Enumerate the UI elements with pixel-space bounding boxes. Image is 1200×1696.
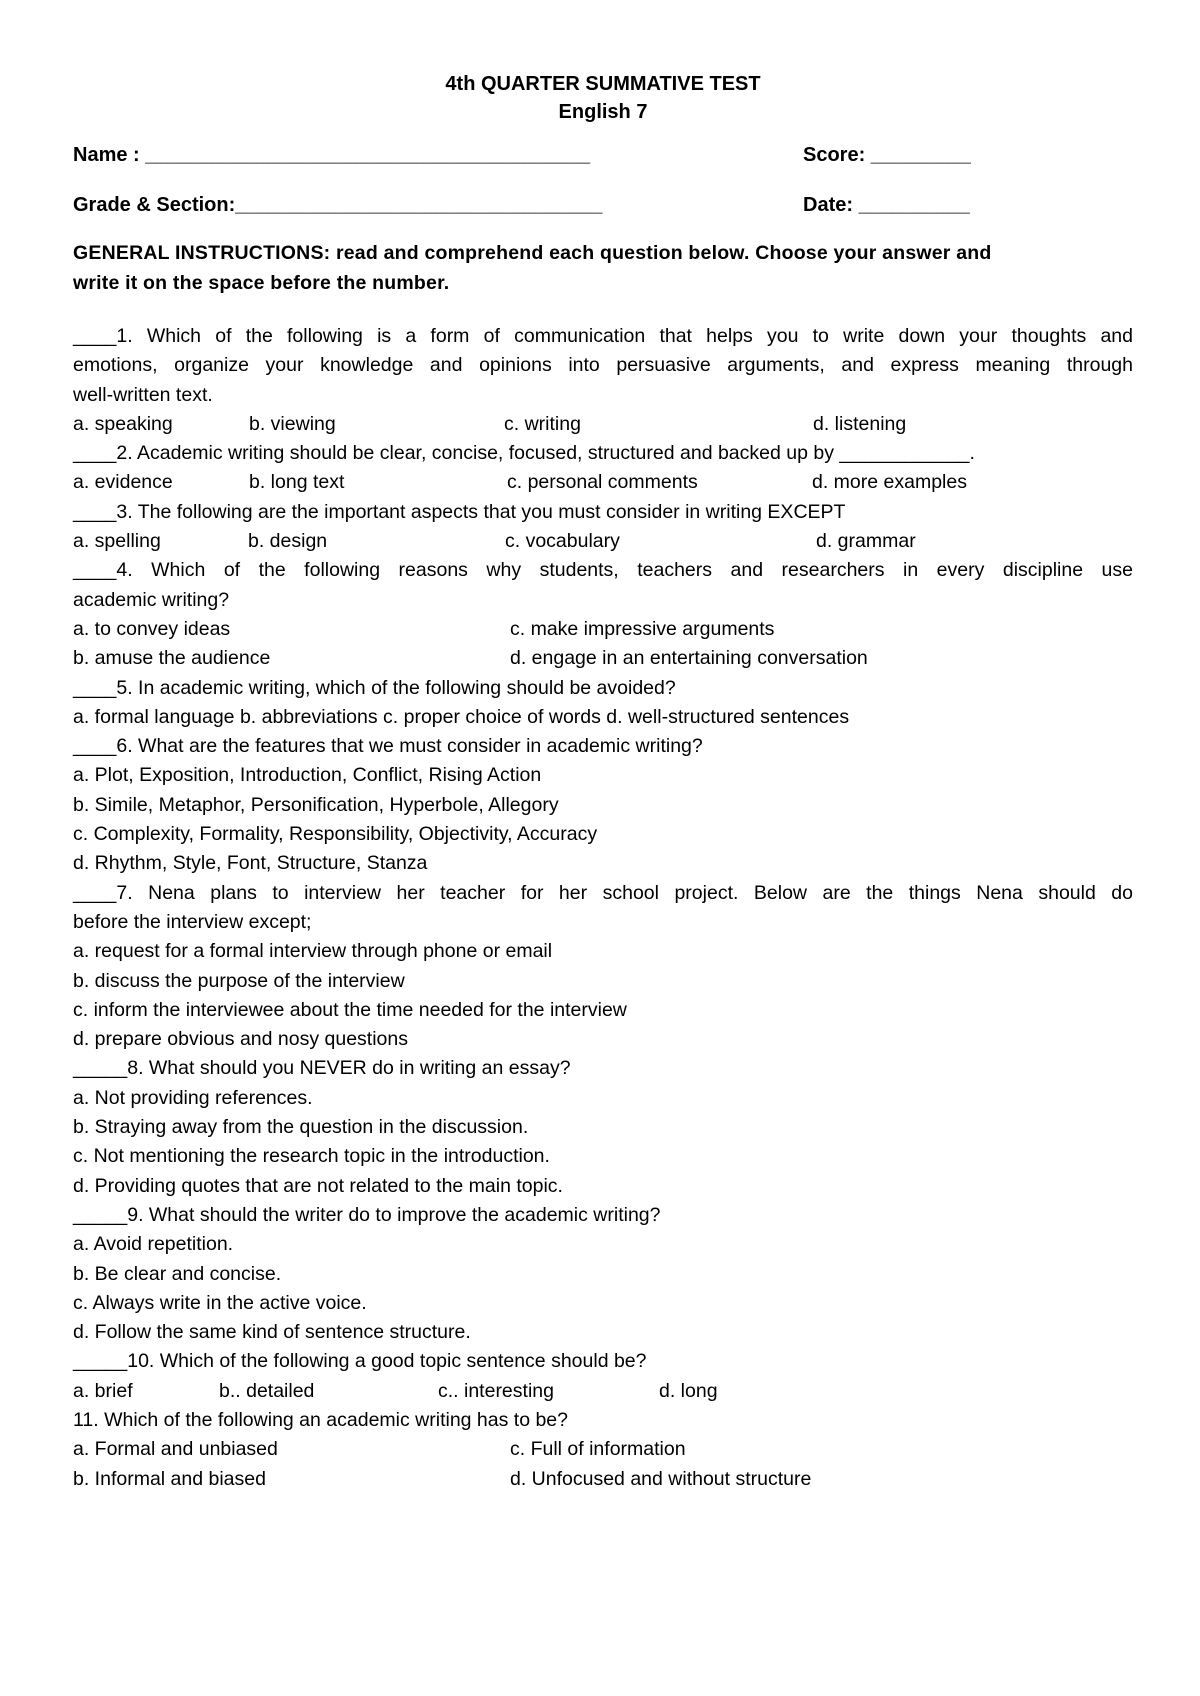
option-d: d. more examples	[812, 471, 967, 494]
option-d: d. Unfocused and without structure	[510, 1467, 812, 1490]
question-2-text: ____2. Academic writing should be clear, concise, focused, structured and backed up by ____________.	[73, 442, 975, 465]
option-a: a. Avoid repetition.	[73, 1233, 234, 1256]
test-page	[73, 70, 1133, 1494]
option-a: a. Not providing references.	[73, 1086, 313, 1109]
general-instructions	[73, 238, 1133, 298]
option-b: b. long text	[249, 471, 345, 494]
question-10-text: _____10. Which of the following a good topic sentence should be?	[73, 1350, 647, 1373]
option-a: a. Plot, Exposition, Introduction, Conflict, Rising Action	[73, 764, 542, 787]
question-11-text: 11. Which of the following an academic writing has to be?	[73, 1408, 568, 1431]
question-7-text: ____7. Nena plans to interview her teacher for her school project. Below are the things Nena should do	[73, 881, 1133, 904]
question-1-text-3: well-written text.	[73, 383, 213, 406]
instructions-line-2: write it on the space before the number.	[73, 272, 450, 294]
grade-row	[73, 194, 1133, 222]
option-a: a. spelling	[73, 530, 161, 553]
question-4-options-row-2	[73, 644, 1133, 673]
option-d: d. prepare obvious and nosy questions	[73, 1028, 408, 1051]
question-1-text: ____1. Which of the following is a form of communication that helps you to write down your thoughts and	[73, 325, 1133, 347]
question-4-text-2: academic writing?	[73, 588, 230, 611]
question-4-text: ____4. Which of the following reasons why students, teachers and researchers in every discipline use	[73, 559, 1133, 582]
option-a: a. request for a formal interview through phone or email	[73, 940, 553, 963]
option-c: c. make impressive arguments	[510, 617, 775, 640]
option-b: b. Straying away from the question in the discussion.	[73, 1116, 529, 1139]
option-c: c. Always write in the active voice.	[73, 1291, 367, 1314]
option-a: a. to convey ideas	[73, 617, 231, 640]
subject-title: English 7	[558, 101, 648, 123]
question-7-text-2: before the interview except;	[73, 910, 312, 933]
option-c: c. personal comments	[507, 471, 698, 494]
question-8-text: _____8. What should you NEVER do in writing an essay?	[73, 1057, 571, 1080]
option-c: c. Not mentioning the research topic in the introduction.	[73, 1145, 550, 1168]
question-3-options	[73, 527, 1133, 556]
option-c: c.. interesting	[438, 1379, 554, 1402]
question-5-text: ____5. In academic writing, which of the following should be avoided?	[73, 676, 676, 699]
question-4-options-row-1	[73, 615, 1133, 644]
option-d: d. grammar	[816, 530, 916, 553]
instructions-line-1: GENERAL INSTRUCTIONS: read and comprehend each question below. Choose your answer and	[73, 242, 992, 264]
option-b: b. Be clear and concise.	[73, 1262, 282, 1285]
option-c: c. Full of information	[510, 1438, 686, 1461]
name-field[interactable]: Name : ________________________________________	[73, 144, 591, 166]
question-5-options: a. formal language b. abbreviations c. proper choice of words d. well-structured sentences	[73, 705, 850, 728]
option-c: c. Complexity, Formality, Responsibility, Objectivity, Accuracy	[73, 823, 598, 846]
option-a: a. brief	[73, 1379, 133, 1402]
question-3-text: ____3. The following are the important aspects that you must consider in writing EXCEPT	[73, 500, 846, 523]
question-1-text-2: emotions, organize your knowledge and opinions into persuasive arguments, and express meaning through	[73, 354, 1133, 377]
score-field[interactable]: Score: _________	[803, 144, 971, 166]
question-11-options-row-1	[73, 1435, 1133, 1464]
option-c: c. inform the interviewee about the time needed for the interview	[73, 998, 627, 1021]
grade-section-field[interactable]: Grade & Section:_________________________________	[73, 194, 603, 216]
option-c: c. writing	[504, 412, 581, 435]
option-b: b. viewing	[249, 412, 336, 435]
option-b: b. Simile, Metaphor, Personification, Hyperbole, Allegory	[73, 793, 559, 816]
option-d: d. Follow the same kind of sentence structure.	[73, 1321, 471, 1344]
option-d: d. engage in an entertaining conversation	[510, 647, 868, 670]
question-1-options	[73, 410, 1133, 439]
question-6-text: ____6. What are the features that we must consider in academic writing?	[73, 735, 703, 758]
question-10-options	[73, 1377, 1133, 1406]
option-b: b. discuss the purpose of the interview	[73, 969, 405, 992]
option-a: a. Formal and unbiased	[73, 1438, 278, 1461]
option-b: b. amuse the audience	[73, 647, 271, 670]
option-b: b. Informal and biased	[73, 1467, 266, 1490]
option-c: c. vocabulary	[505, 530, 620, 553]
name-row	[73, 144, 1133, 172]
question-9-text: _____9. What should the writer do to improve the academic writing?	[73, 1203, 661, 1226]
question-11-options-row-2	[73, 1465, 1133, 1494]
option-d: d. listening	[813, 412, 907, 435]
date-field[interactable]: Date: __________	[803, 194, 970, 216]
option-b: b. design	[248, 530, 328, 553]
option-a: a. speaking	[73, 412, 173, 435]
option-d: d. Providing quotes that are not related to the main topic.	[73, 1174, 563, 1197]
option-d: d. Rhythm, Style, Font, Structure, Stanza	[73, 852, 428, 875]
question-2-options	[73, 468, 1133, 497]
option-b: b.. detailed	[219, 1379, 315, 1402]
option-d: d. long	[659, 1379, 718, 1402]
question-list	[73, 322, 1133, 1494]
option-a: a. evidence	[73, 471, 173, 494]
test-title: 4th QUARTER SUMMATIVE TEST	[445, 73, 761, 95]
